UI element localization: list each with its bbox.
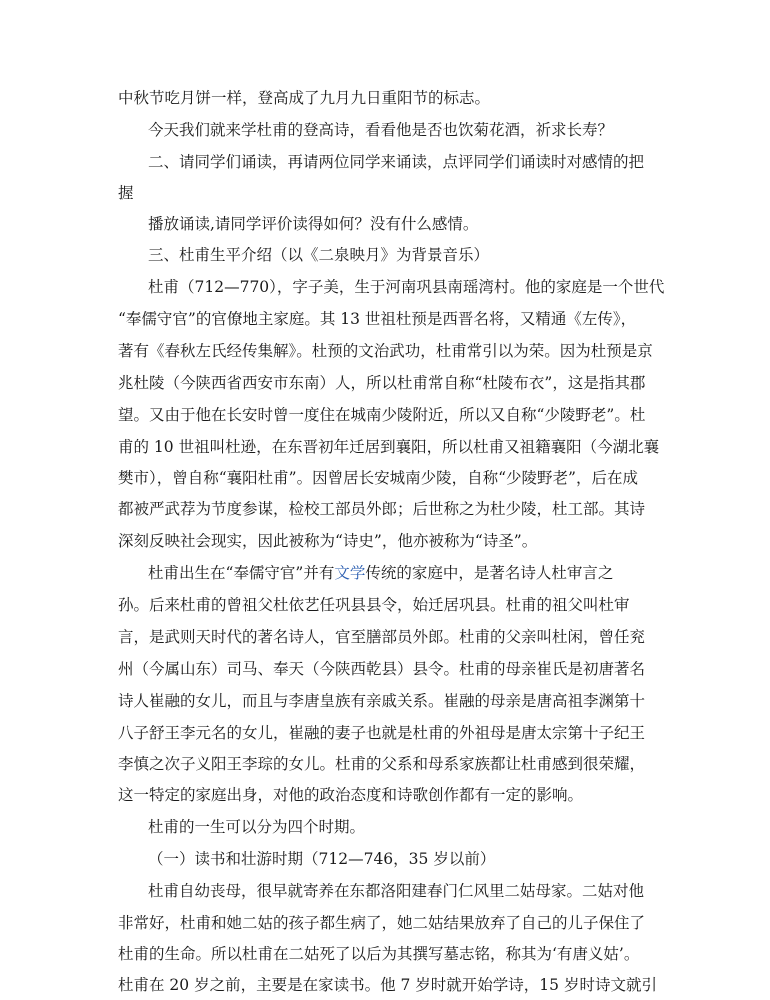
section-heading: 二、请同学们诵读，再请两位同学来诵读，点评同学们诵读时对感情的把 <box>148 153 645 171</box>
paragraph-line: 八子舒王李元名的女儿，崔融的妻子也就是杜甫的外祖母是唐太宗第十子纪王 <box>118 724 646 742</box>
paragraph-line: 著有《春秋左氏经传集解》。杜预的文治武功，杜甫常引以为荣。因为杜预是京 <box>118 342 653 360</box>
line-text: 杜甫出生在“奉儒守官”并有 <box>148 564 335 582</box>
paragraph-line: 樊市），曾自称“襄阳杜甫”。因曾居长安城南少陵，自称“少陵野老”，后在成 <box>118 469 638 487</box>
line-text: 传统的家庭中，是著名诗人杜审言之 <box>365 564 614 582</box>
paragraph-line: 孙。后来杜甫的曾祖父杜依艺任巩县县令，始迁居巩县。杜甫的祖父叫杜审 <box>118 596 630 614</box>
paragraph-line: 这一特定的家庭出身，对他的政治态度和诗歌创作都有一定的影响。 <box>118 786 584 804</box>
paragraph-line: 杜甫自幼丧母，很早就寄养在东都洛阳建春门仁风里二姑母家。二姑对他 <box>148 882 645 900</box>
paragraph-line <box>148 563 613 583</box>
paragraph-line: 深刻反映社会现实，因此被称为“诗史”，他亦被称为“诗圣”。 <box>118 532 538 550</box>
paragraph-line: 望。又由于他在长安时曾一度住在城南少陵附近，所以又自称“少陵野老”。杜 <box>118 406 646 424</box>
paragraph-line: 杜甫的一生可以分为四个时期。 <box>148 818 366 836</box>
paragraph-line: 州（今属山东）司马、奉天（今陕西乾县）县令。杜甫的母亲崔氏是初唐著名 <box>118 660 646 678</box>
paragraph-line: 言，是武则天时代的著名诗人，官至膳部员外郎。杜甫的父亲叫杜闲，曾任兖 <box>118 628 646 646</box>
paragraph-line: 甫的 10 世祖叫杜逊，在东晋初年迁居到襄阳，所以杜甫又祖籍襄阳（今湖北襄 <box>118 438 660 456</box>
paragraph-line: 杜甫在 20 岁之前，主要是在家读书。他 7 岁时就开始学诗，15 岁时诗文就引 <box>118 976 657 994</box>
paragraph-line: 杜甫的生命。所以杜甫在二姑死了以后为其撰写墓志铭，称其为‘有唐义姑’。 <box>118 945 640 963</box>
paragraph-line: 中秋节吃月饼一样，登高成了九月九日重阳节的标志。 <box>118 89 491 107</box>
paragraph-line: 非常好，杜甫和她二姑的孩子都生病了，她二姑结果放弃了自己的儿子保住了 <box>118 914 646 932</box>
paragraph-line: 今天我们就来学杜甫的登高诗，看看他是否也饮菊花酒，祈求长寿？ <box>148 121 614 139</box>
paragraph-line: 杜甫（712—770），字子美，生于河南巩县南瑶湾村。他的家庭是一个世代 <box>148 278 665 296</box>
section-heading: 三、杜甫生平介绍（以《二泉映月》为背景音乐） <box>148 246 490 264</box>
paragraph-line: 握 <box>118 184 134 202</box>
paragraph-line: 播放诵读,请同学评价读得如何？没有什么感情。 <box>148 215 479 233</box>
paragraph-line: “奉儒守官”的官僚地主家庭。其 13 世祖杜预是西晋名将，又精通《左传》， <box>118 310 637 328</box>
section-heading: （一）读书和壮游时期（712—746，35 岁以前） <box>148 850 496 868</box>
literature-link[interactable]: 文学 <box>334 564 366 582</box>
paragraph-line: 诗人崔融的女儿，而且与李唐皇族有亲戚关系。崔融的母亲是唐高祖李渊第十 <box>118 692 646 710</box>
paragraph-line: 都被严武荐为节度参谋，检校工部员外郎；后世称之为杜少陵，杜工部。其诗 <box>118 500 646 518</box>
paragraph-line: 兆杜陵（今陕西省西安市东南）人，所以杜甫常自称“杜陵布衣”，这是指其郡 <box>118 374 646 392</box>
paragraph-line: 李慎之次子义阳王李琮的女儿。杜甫的父系和母系家族都让杜甫感到很荣耀， <box>118 755 646 773</box>
